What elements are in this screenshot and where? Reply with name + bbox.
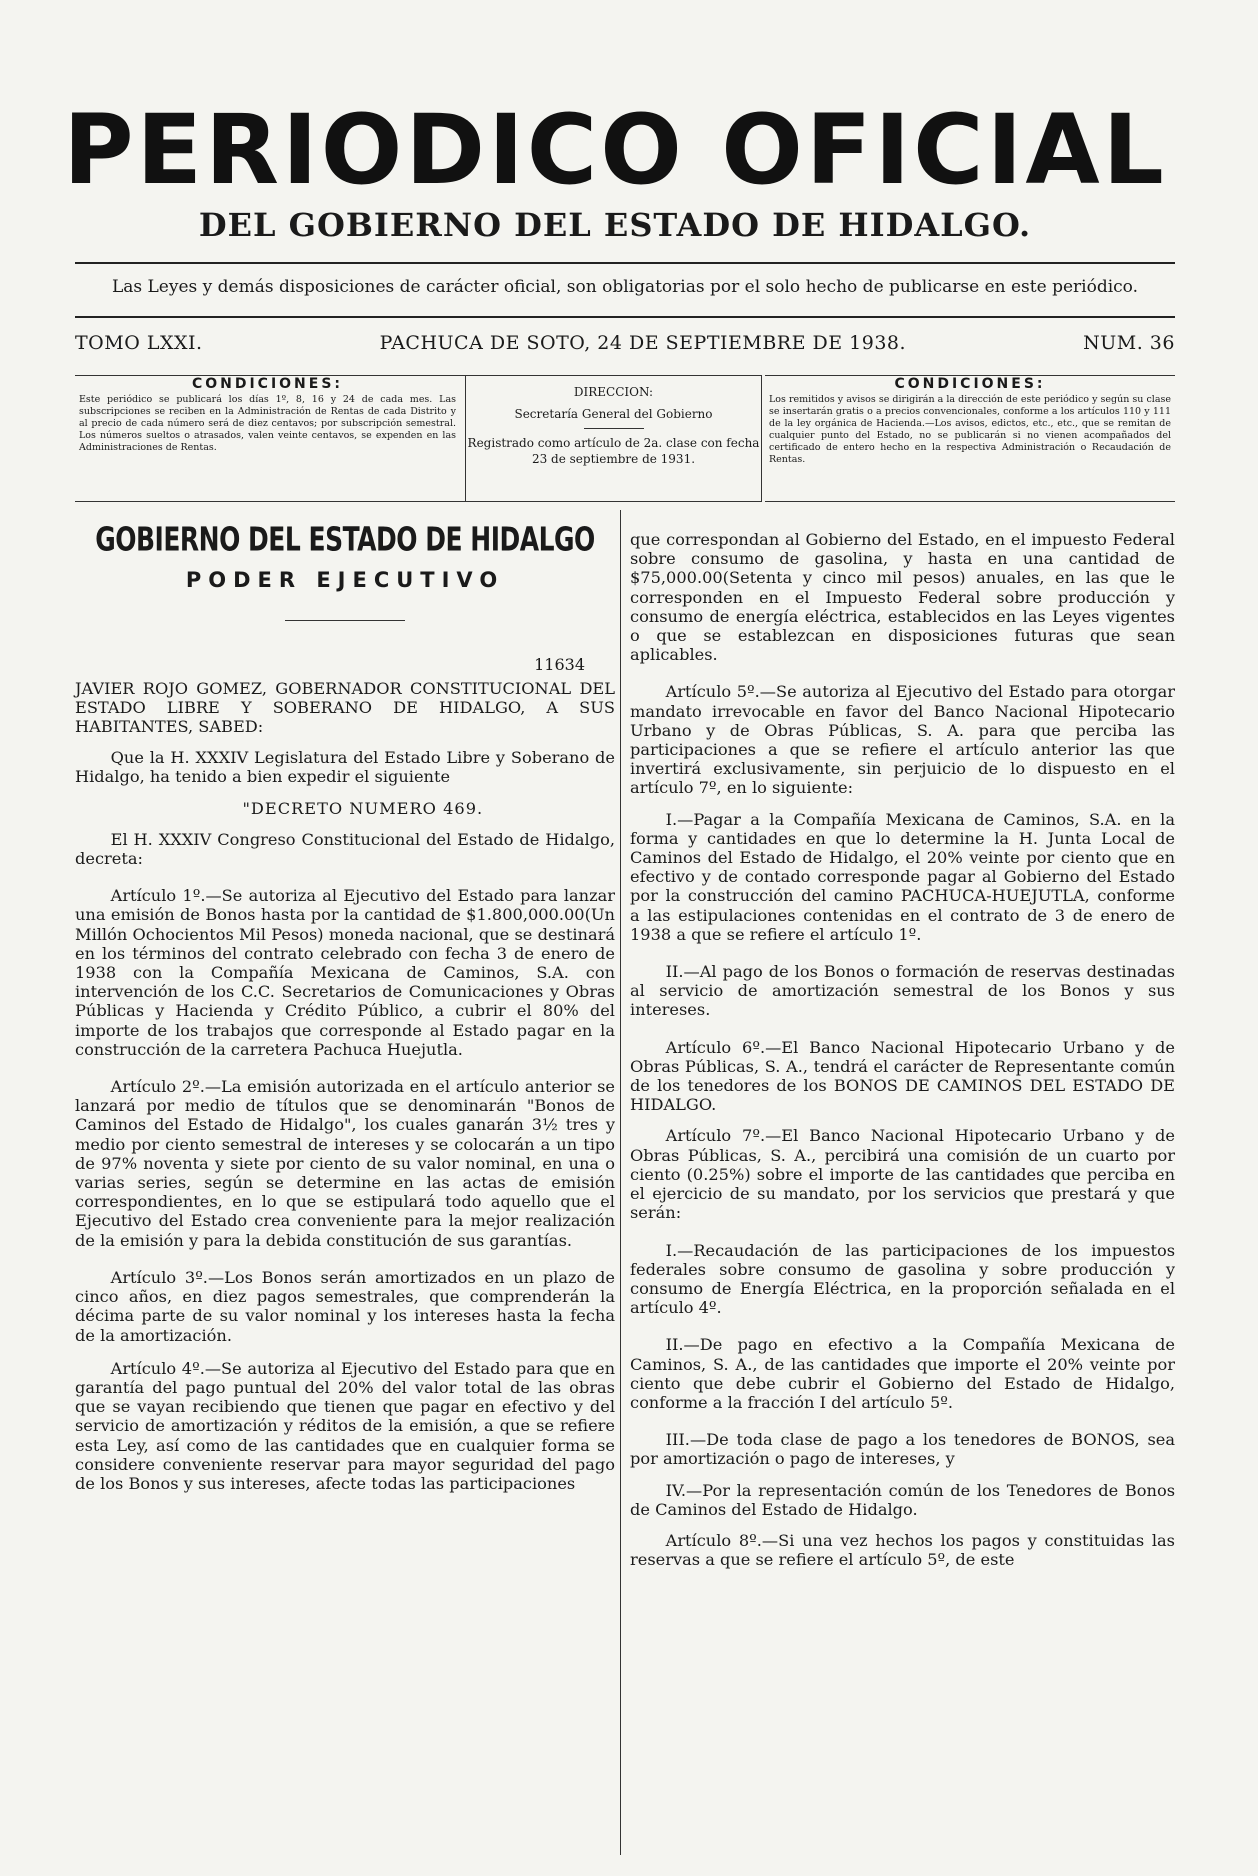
right-column	[630, 530, 1175, 1581]
conditions-left-box	[75, 375, 465, 502]
article-7: Artículo 7º.—El Banco Nacional Hipotecario Urbano y de Obras Públicas, S. A., percibirá una comisión de un cuarto por ciento (0.25%) sobre el importe de las cantidades que perciba en el ejercicio de su mandato, por los servicios que prestará y que serán:	[630, 1126, 1175, 1223]
conditions-right-text: Los remitidos y avisos se dirigirán a la dirección de este periódico y según su clase se insertarán gratis o a precios convencionales, conforme a los artículos 110 y 111 de la ley orgánica de Hacienda.—Los avisos, edictos, etc., etc., que se remitan de cualquier punto del Estado, no se publicarán si no vienen acompañados del certificado de entero hecho en la respectiva Administración o Recaudación de Rentas.	[769, 394, 1171, 465]
fraction-ii: II.—De pago en efectivo a la Compañía Mexicana de Caminos, S. A., de las cantidades que importe el 20% veinte por ciento que debe cubrir el Gobierno del Estado de Hidalgo, conforme a la fracción I del artículo 5º.	[630, 1335, 1175, 1412]
divider-rule	[75, 316, 1175, 318]
article-8: Artículo 8º.—Si una vez hechos los pagos y constituidas las reservas a que se refiere el artículo 5º, de este	[630, 1530, 1175, 1570]
direction-heading: DIRECCION:	[573, 385, 654, 399]
article-5: Artículo 5º.—Se autoriza al Ejecutivo del Estado para otorgar mandato irrevocable en favor del Banco Nacional Hipotecario Urbano y de Obras Públicas, S. A. para que perciba las participaciones a que se refiere el artículo anterior las que invertirá exclusivamente, sin perjuicio de lo dispuesto en el artículo 7º, en lo siguiente:	[630, 682, 1175, 798]
issue-place-date: PACHUCA DE SOTO, 24 DE SEPTIEMBRE DE 1938.	[379, 332, 907, 354]
column-divider	[620, 510, 621, 1855]
direction-box	[465, 375, 762, 502]
section-heading: PODER EJECUTIVO	[185, 568, 505, 593]
issue-tomo: TOMO LXXI.	[75, 332, 203, 354]
direction-registration: Registrado como artículo de 2a. clase con fecha 23 de septiembre de 1931.	[467, 436, 760, 466]
issue-line	[75, 332, 1175, 354]
paragraph: El H. XXXIV Congreso Constitucional del Estado de Hidalgo, decreta:	[75, 829, 615, 869]
left-column	[75, 520, 615, 1505]
government-heading: GOBIERNO DEL ESTADO DE HIDALGO	[95, 520, 595, 559]
direction-rule	[584, 428, 644, 429]
decree-number: 11634	[534, 655, 585, 675]
masthead-subtitle: DEL GOBIERNO DEL ESTADO DE HIDALGO.	[198, 206, 1032, 244]
decree-title: "DECRETO NUMERO 469.	[242, 798, 484, 818]
article-6: Artículo 6º.—El Banco Nacional Hipotecario Urbano y de Obras Públicas, S. A., tendrá el carácter de Representante común de los tenedores de los BONOS DE CAMINOS DEL ESTADO DE HIDALGO.	[630, 1037, 1175, 1115]
issue-number: NUM. 36	[1083, 332, 1175, 354]
direction-office: Secretaría General del Gobierno	[514, 407, 713, 421]
legal-notice: Las Leyes y demás disposiciones de carácter oficial, son obligatorias por el solo hecho de publicarse en este periódico.	[111, 277, 1139, 297]
fraction-iv: IV.—Por la representación común de los Tenedores de Bonos de Caminos del Estado de Hidalgo.	[630, 1480, 1175, 1519]
masthead	[60, 94, 1170, 244]
conditions-left-heading: CONDICIONES:	[191, 376, 344, 392]
conditions-right-box	[765, 375, 1175, 502]
paragraph: Que la H. XXXIV Legislatura del Estado Libre y Soberano de Hidalgo, ha tenido a bien expedir el siguiente	[75, 748, 615, 787]
article-3: Artículo 3º.—Los Bonos serán amortizados en un plazo de cinco años, en diez pagos semestrales, que comprenderán la décima parte de su valor nominal y los intereses hasta la fecha de la amortización.	[75, 1267, 615, 1345]
section-rule	[285, 620, 405, 621]
fraction-ii: II.—Al pago de los Bonos o formación de reservas destinadas al servicio de amortización semestral de los Bonos y sus intereses.	[630, 962, 1175, 1020]
conditions-right-heading: CONDICIONES:	[894, 376, 1046, 392]
article-1: Artículo 1º.—Se autoriza al Ejecutivo del Estado para lanzar una emisión de Bonos hasta por la cantidad de $1.800,000.00(Un Millón Ochocientos Mil Pesos) moneda nacional, que se destinará en los términos del contrato celebrado con fecha 3 de enero de 1938 con la Compañía Mexicana de Caminos, S.A. con intervención de los C.C. Secretarios de Comunicaciones y Obras Públicas y Hacienda y Crédito Público, a cubrir el 80% del importe de los trabajos que corresponde al Estado pagar en la construcción de la carretera Pachuca Huejutla.	[75, 886, 615, 1059]
article-2: Artículo 2º.—La emisión autorizada en el artículo anterior se lanzará por medio de títulos que se denominarán "Bonos de Caminos del Estado de Hidalgo", los cuales ganarán 3½ tres y medio por ciento semestral de intereses y se colocarán a un tipo de 97% noventa y siete por ciento de su valor nominal, en una o varias series, según se determine en las actas de emisión correspondientes, en lo que se estipulará todo aquello que el Ejecutivo del Estado crea conveniente para la mejor realización de la emisión y para la debida constitución de sus garantías.	[75, 1077, 615, 1250]
masthead-title: PERIODICO OFICIAL	[63, 94, 1167, 206]
fraction-iii: III.—De toda clase de pago a los tenedores de BONOS, sea por amortización o pago de intereses, y	[630, 1430, 1175, 1469]
paragraph: que correspondan al Gobierno del Estado, en el impuesto Federal sobre consumo de gasolina, y hasta en una cantidad de $75,000.00(Setenta y cinco mil pesos) anuales, en las que le corresponden en el Impuesto Federal sobre producción y consumo de energía eléctrica, establecidos en las Leyes vigentes o que se establezcan en disposiciones futuras que sean aplicables.	[630, 530, 1175, 665]
conditions-left-text: Este periódico se publicará los días 1º, 8, 16 y 24 de cada mes. Las subscripciones se reciben en la Administración de Rentas de cada Distrito y al precio de cada número será de diez centavos; por subscripción semestral. Los números sueltos o atrasados, valen veinte centavos, se expenden en las Administraciones de Rentas.	[79, 394, 456, 453]
divider-rule	[75, 262, 1175, 264]
article-4: Artículo 4º.—Se autoriza al Ejecutivo del Estado para que en garantía del pago puntual del 20% del valor total de las obras que se vayan recibiendo que tienen que pagar en efectivo y del servicio de amortización y réditos de la emisión, a que se refiere esta Ley, así como de las cantidades que en cualquier forma se considere conveniente reservar para mayor seguridad del pago de los Bonos y sus intereses, afecte todas las participaciones	[75, 1358, 615, 1493]
paragraph: JAVIER ROJO GOMEZ, GOBERNADOR CONSTITUCIONAL DEL ESTADO LIBRE Y SOBERANO DE HIDALGO, A SUS HABITANTES, SABED:	[75, 678, 615, 737]
fraction-i: I.—Recaudación de las participaciones de los impuestos federales sobre consumo de gasolina y sobre producción y consumo de Energía Eléctrica, en la proporción señalada en el artículo 4º.	[630, 1240, 1175, 1318]
fraction-i: I.—Pagar a la Compañía Mexicana de Caminos, S.A. en la forma y cantidades en que lo determine la H. Junta Local de Caminos del Estado de Hidalgo, el 20% veinte por ciento que en efectivo y de contado corresponde pagar al Gobierno del Estado por la construcción del camino PACHUCA-HUEJUTLA, conforme a las estipulaciones contenidas en el contrato de 3 de enero de 1938 a que se refiere el artículo 1º.	[630, 809, 1175, 944]
